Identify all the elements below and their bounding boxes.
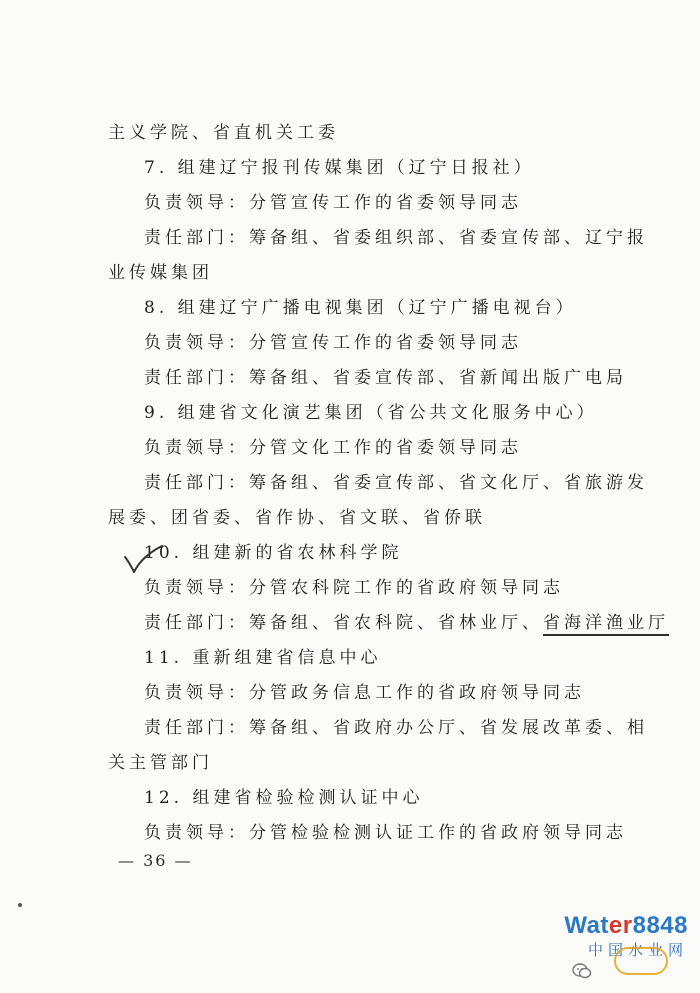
- text-line-15: [144, 611, 669, 635]
- text-line-17: 负责领导：分管政务信息工作的省政府领导同志: [144, 683, 585, 703]
- text-line-8: 责任部门：筹备组、省委宣传部、省新闻出版广电局: [144, 368, 627, 388]
- text-line-3: 负责领导：分管宣传工作的省委领导同志: [144, 193, 522, 213]
- text-line-5: 业传媒集团: [108, 263, 213, 283]
- section-heading-11: 11. 重新组建省信息中心: [144, 648, 382, 668]
- underlined-dept: 省海洋渔业厅: [543, 613, 669, 636]
- watermark-logo: [538, 913, 688, 939]
- text-line-14: 负责领导：分管农科院工作的省政府领导同志: [144, 578, 564, 598]
- section-heading-8: 8. 组建辽宁广播电视集团（辽宁广播电视台）: [144, 298, 577, 318]
- text-line-18: 责任部门：筹备组、省政府办公厅、省发展改革委、相: [144, 718, 648, 738]
- text-line-4: 责任部门：筹备组、省委组织部、省委宣传部、辽宁报: [144, 228, 648, 248]
- page-number: — 36 —: [118, 851, 193, 870]
- watermark-logo-mid: er: [608, 912, 633, 939]
- section-heading-9: 9. 组建省文化演艺集团（省公共文化服务中心）: [144, 403, 598, 423]
- text-line-12: 展委、团省委、省作协、省文联、省侨联: [108, 508, 486, 528]
- section-heading-12: 12. 组建省检验检测认证中心: [144, 788, 424, 808]
- text-line-1: 主义学院、省直机关工委: [108, 123, 339, 143]
- text-line-10: 负责领导：分管文化工作的省委领导同志: [144, 438, 522, 458]
- text-line-21: 负责领导：分管检验检测认证工作的省政府领导同志: [144, 823, 627, 843]
- watermark-logo-suffix: 8848: [632, 912, 688, 939]
- text-line-11: 责任部门：筹备组、省委宣传部、省文化厅、省旅游发: [144, 473, 648, 493]
- watermark: [538, 913, 688, 983]
- section-heading-10: 10. 组建新的省农林科学院: [144, 543, 403, 563]
- section-heading-7: 7. 组建辽宁报刊传媒集团（辽宁日报社）: [144, 158, 535, 178]
- watermark-subtitle: 中国水业网: [587, 941, 688, 959]
- text-line-19: 关主管部门: [108, 753, 213, 773]
- text-line-7: 负责领导：分管宣传工作的省委领导同志: [144, 333, 522, 353]
- scan-speck: [18, 903, 22, 907]
- watermark-logo-prefix: Wat: [564, 912, 609, 939]
- text-line-15-main: 责任部门：筹备组、省农科院、省林业厅、: [144, 613, 543, 633]
